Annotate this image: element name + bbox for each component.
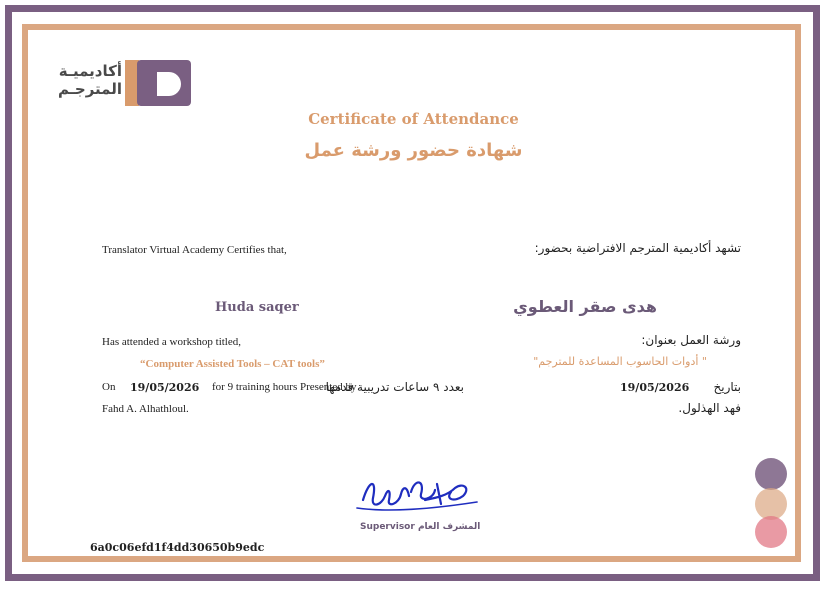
presenter-ar: فهد الهذلول. (678, 401, 741, 415)
attended-text-ar: ورشة العمل بعنوان: (641, 333, 741, 347)
workshop-title-en: “Computer Assisted Tools – CAT tools” (140, 358, 325, 370)
date-ar: 19/05/2026 (620, 381, 690, 394)
academy-logo-icon (125, 60, 191, 106)
certificate-title-en: Certificate of Attendance (308, 110, 519, 128)
supervisor-signature (355, 470, 480, 515)
supervisor-label-ar: المشرف العام (417, 522, 481, 532)
date-en: 19/05/2026 (130, 381, 200, 394)
recipient-name-ar: هدى صقر العطوي (513, 297, 657, 316)
attended-text-en: Has attended a workshop titled, (102, 336, 241, 348)
on-label-ar: بتاريخ (713, 380, 741, 394)
decor-circle-pink (755, 516, 787, 548)
logo-line-1: أكاديميـة (58, 62, 122, 80)
workshop-title-ar: " أدوات الحاسوب المساعدة للمترجم" (533, 355, 707, 368)
presenter-en: Fahd A. Alhathloul. (102, 403, 189, 415)
academy-logo-text (50, 62, 122, 98)
details-text-en: for 9 training hours Presented by (212, 381, 357, 393)
recipient-name-en: Huda saqer (215, 300, 299, 315)
certifies-text-en: Translator Virtual Academy Certifies that, (102, 244, 287, 256)
certificate-title-ar: شهادة حضور ورشة عمل (304, 140, 523, 161)
logo-line-2: المترجـم (58, 80, 122, 98)
supervisor-label-en: Supervisor (360, 522, 415, 532)
decor-circle-purple (755, 458, 787, 490)
on-label-en: On (102, 381, 116, 393)
supervisor-label (360, 522, 480, 532)
certifies-text-ar: تشهد أكاديمية المترجم الافتراضية بحضور: (534, 241, 741, 255)
details-text-ar: بعدد ٩ ساعات تدريبية قدمها (325, 380, 464, 394)
certificate-code: 6a0c06efd1f4dd30650b9edc (90, 541, 265, 554)
